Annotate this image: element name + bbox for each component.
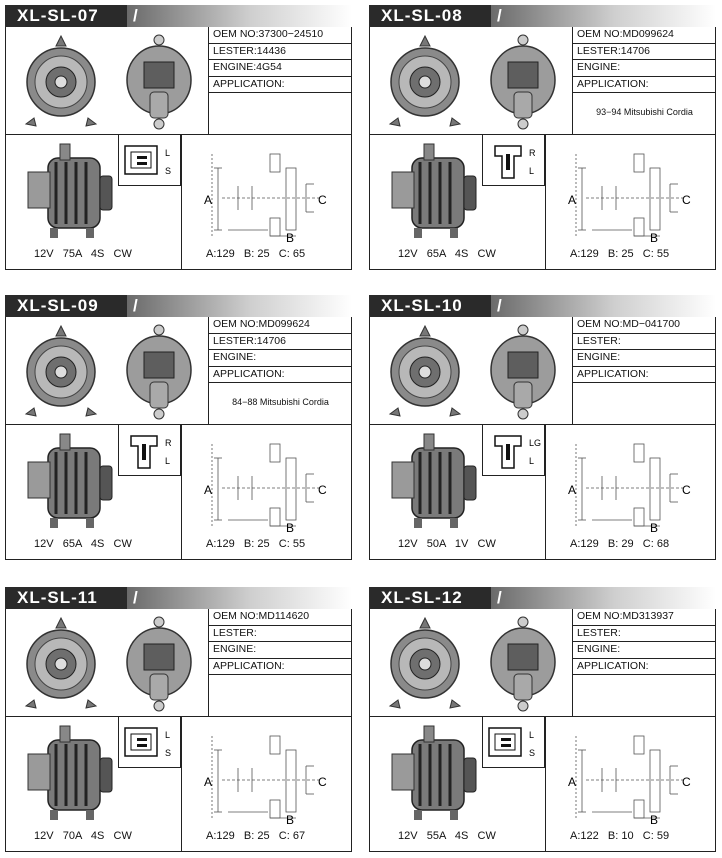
lester-number: LESTER: bbox=[209, 626, 352, 643]
dimension-drawing bbox=[182, 436, 347, 534]
application-note: 93−94 Mitsubishi Cordia bbox=[596, 107, 693, 117]
pin-top-label: L bbox=[165, 730, 171, 740]
side-view-photo bbox=[384, 142, 482, 242]
header-gradient bbox=[127, 295, 352, 317]
spec-table bbox=[572, 609, 716, 716]
application-field: APPLICATION: bbox=[209, 77, 352, 94]
card-header bbox=[369, 587, 716, 609]
pin-top-label: LG bbox=[529, 438, 542, 448]
dimension-values: A:129 B: 25 C: 65 bbox=[206, 248, 306, 260]
rear-view-photo bbox=[114, 322, 204, 422]
card-header bbox=[5, 5, 352, 27]
front-view-photo bbox=[16, 614, 106, 714]
plug-icon bbox=[483, 134, 544, 185]
header-slash: / bbox=[497, 588, 502, 607]
product-card bbox=[5, 295, 352, 560]
application-note: 84−88 Mitsubishi Cordia bbox=[232, 397, 329, 407]
pin-bottom-label: L bbox=[529, 166, 535, 176]
rear-view-photo bbox=[114, 614, 204, 714]
pin-bottom-label: L bbox=[529, 456, 535, 466]
lester-number: LESTER:14436 bbox=[209, 44, 352, 61]
dim-a-label: A bbox=[204, 193, 213, 207]
spec-table bbox=[572, 317, 716, 424]
model-number: XL-SL-07 bbox=[5, 5, 127, 27]
model-number: XL-SL-11 bbox=[5, 587, 127, 609]
rear-view-photo bbox=[478, 614, 568, 714]
model-number: XL-SL-12 bbox=[369, 587, 491, 609]
pin-bottom-label: S bbox=[165, 166, 172, 176]
pin-top-label: R bbox=[529, 148, 536, 158]
side-view-photo bbox=[20, 432, 118, 532]
dimension-drawing bbox=[182, 146, 347, 244]
side-view-photo bbox=[20, 142, 118, 242]
rear-view-photo bbox=[114, 32, 204, 132]
application-field: APPLICATION: bbox=[573, 367, 716, 384]
lester-number: LESTER: bbox=[573, 334, 716, 351]
header-slash: / bbox=[133, 296, 138, 315]
dim-a-label: A bbox=[568, 775, 577, 789]
dim-b-label: B bbox=[286, 813, 295, 826]
dim-b-label: B bbox=[650, 231, 659, 244]
header-gradient bbox=[491, 587, 716, 609]
front-view-photo bbox=[16, 322, 106, 422]
oem-number: OEM NO:MD099624 bbox=[573, 27, 716, 44]
side-view-photo bbox=[384, 432, 482, 532]
dim-c-label: C bbox=[682, 775, 691, 789]
dim-a-label: A bbox=[204, 483, 213, 497]
lester-number: LESTER:14706 bbox=[573, 44, 716, 61]
dimension-drawing bbox=[546, 728, 711, 826]
header-gradient bbox=[127, 587, 352, 609]
oem-number: OEM NO:MD−041700 bbox=[573, 317, 716, 334]
dimension-values: A:129 B: 29 C: 68 bbox=[570, 538, 670, 550]
plug-icon bbox=[483, 424, 544, 475]
dim-a-label: A bbox=[568, 483, 577, 497]
dimension-values: A:122 B: 10 C: 59 bbox=[570, 830, 670, 842]
front-view-photo bbox=[16, 32, 106, 132]
connector-diagram bbox=[482, 134, 545, 186]
oem-number: OEM NO:37300−24510 bbox=[209, 27, 352, 44]
electrical-spec: 12V 65A 4S CW bbox=[398, 248, 496, 260]
engine-field: ENGINE: bbox=[209, 350, 352, 367]
product-card bbox=[5, 5, 352, 270]
connector-diagram bbox=[118, 134, 181, 186]
dim-c-label: C bbox=[318, 193, 327, 207]
pin-bottom-label: S bbox=[529, 748, 536, 758]
connector-diagram bbox=[482, 424, 545, 476]
pin-bottom-label: L bbox=[165, 456, 171, 466]
dim-a-label: A bbox=[204, 775, 213, 789]
header-slash: / bbox=[497, 6, 502, 25]
electrical-spec: 12V 50A 1V CW bbox=[398, 538, 496, 550]
front-view-photo bbox=[380, 322, 470, 422]
model-number: XL-SL-08 bbox=[369, 5, 491, 27]
pin-bottom-label: S bbox=[165, 748, 172, 758]
dim-c-label: C bbox=[318, 483, 327, 497]
dim-c-label: C bbox=[318, 775, 327, 789]
dimension-drawing bbox=[182, 728, 347, 826]
model-number: XL-SL-09 bbox=[5, 295, 127, 317]
plug-icon bbox=[119, 716, 180, 767]
engine-field: ENGINE: bbox=[209, 642, 352, 659]
spec-table bbox=[208, 317, 352, 424]
dim-c-label: C bbox=[682, 483, 691, 497]
card-header bbox=[369, 5, 716, 27]
oem-number: OEM NO:MD099624 bbox=[209, 317, 352, 334]
oem-number: OEM NO:MD313937 bbox=[573, 609, 716, 626]
engine-field: ENGINE: bbox=[573, 642, 716, 659]
pin-top-label: R bbox=[165, 438, 172, 448]
electrical-spec: 12V 55A 4S CW bbox=[398, 830, 496, 842]
dim-a-label: A bbox=[568, 193, 577, 207]
electrical-spec: 12V 70A 4S CW bbox=[34, 830, 132, 842]
spec-table bbox=[208, 27, 352, 134]
dimension-drawing bbox=[546, 146, 711, 244]
connector-diagram bbox=[482, 716, 545, 768]
application-field: APPLICATION: bbox=[209, 367, 352, 384]
side-view-photo bbox=[384, 724, 482, 824]
lester-number: LESTER: bbox=[573, 626, 716, 643]
product-card bbox=[369, 587, 716, 852]
card-header bbox=[5, 587, 352, 609]
rear-view-photo bbox=[478, 32, 568, 132]
spec-table bbox=[572, 27, 716, 134]
application-field: APPLICATION: bbox=[209, 659, 352, 676]
engine-field: ENGINE: bbox=[573, 60, 716, 77]
header-slash: / bbox=[133, 6, 138, 25]
engine-field: ENGINE:4G54 bbox=[209, 60, 352, 77]
dim-b-label: B bbox=[650, 813, 659, 826]
dim-b-label: B bbox=[286, 231, 295, 244]
header-slash: / bbox=[497, 296, 502, 315]
rear-view-photo bbox=[478, 322, 568, 422]
model-number: XL-SL-10 bbox=[369, 295, 491, 317]
front-view-photo bbox=[380, 32, 470, 132]
plug-icon bbox=[483, 716, 544, 767]
product-card bbox=[369, 5, 716, 270]
dimension-values: A:129 B: 25 C: 55 bbox=[570, 248, 670, 260]
card-header bbox=[5, 295, 352, 317]
dimension-values: A:129 B: 25 C: 67 bbox=[206, 830, 306, 842]
header-gradient bbox=[491, 295, 716, 317]
connector-diagram bbox=[118, 716, 181, 768]
application-field: APPLICATION: bbox=[573, 659, 716, 676]
dimension-drawing bbox=[546, 436, 711, 534]
side-view-photo bbox=[20, 724, 118, 824]
electrical-spec: 12V 75A 4S CW bbox=[34, 248, 132, 260]
dim-b-label: B bbox=[650, 521, 659, 534]
oem-number: OEM NO:MD114620 bbox=[209, 609, 352, 626]
dimension-values: A:129 B: 25 C: 55 bbox=[206, 538, 306, 550]
product-card bbox=[5, 587, 352, 852]
engine-field: ENGINE: bbox=[573, 350, 716, 367]
connector-diagram bbox=[118, 424, 181, 476]
card-header bbox=[369, 295, 716, 317]
front-view-photo bbox=[380, 614, 470, 714]
electrical-spec: 12V 65A 4S CW bbox=[34, 538, 132, 550]
plug-icon bbox=[119, 134, 180, 185]
spec-table bbox=[208, 609, 352, 716]
application-field: APPLICATION: bbox=[573, 77, 716, 94]
header-slash: / bbox=[133, 588, 138, 607]
header-gradient bbox=[127, 5, 352, 27]
lester-number: LESTER:14706 bbox=[209, 334, 352, 351]
pin-top-label: L bbox=[529, 730, 535, 740]
dim-c-label: C bbox=[682, 193, 691, 207]
product-card bbox=[369, 295, 716, 560]
pin-top-label: L bbox=[165, 148, 171, 158]
dim-b-label: B bbox=[286, 521, 295, 534]
plug-icon bbox=[119, 424, 180, 475]
header-gradient bbox=[491, 5, 716, 27]
